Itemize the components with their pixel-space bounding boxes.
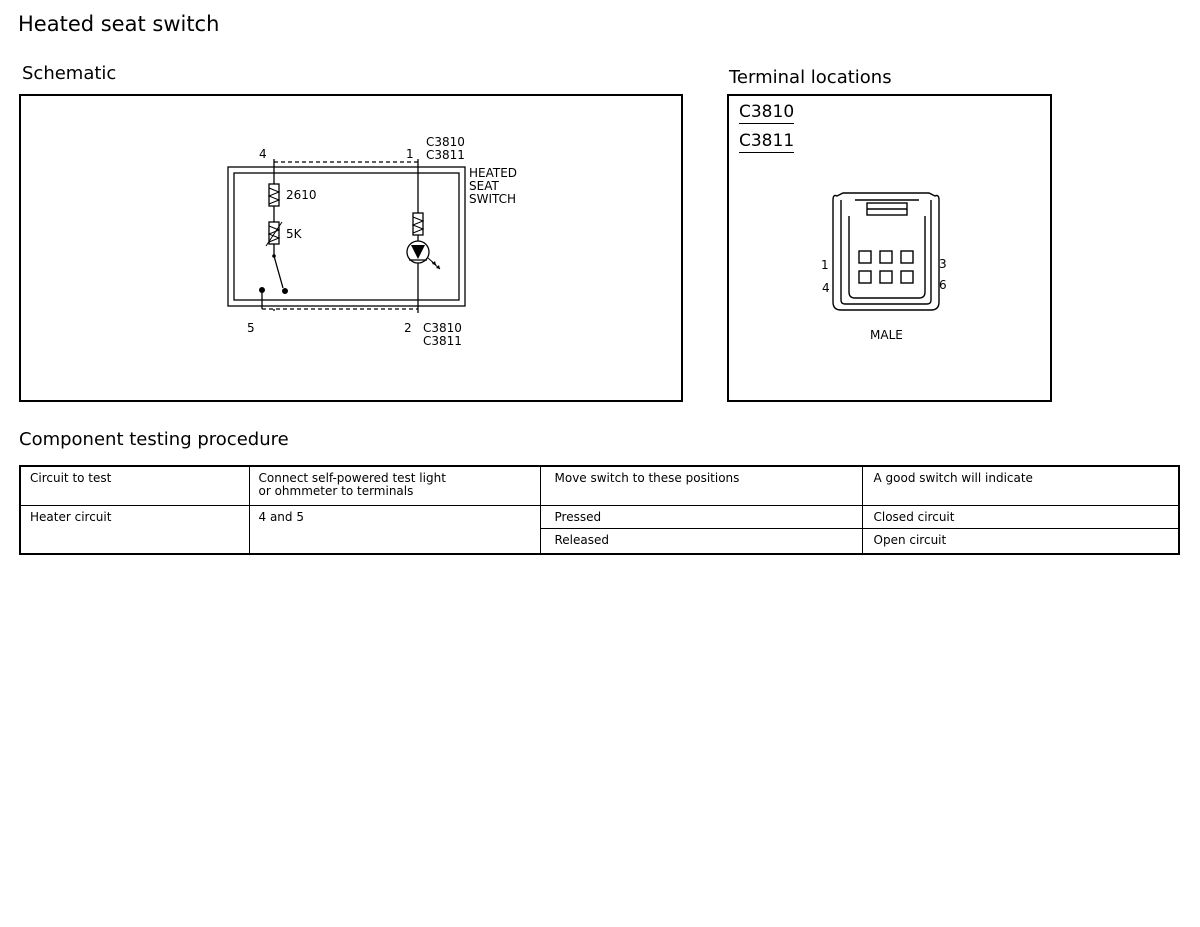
cell-circuit: Heater circuit [20, 506, 249, 555]
component-name-3: SWITCH [469, 192, 517, 206]
component-name-1: HEATED [469, 166, 518, 180]
pin-label-4: 4 [259, 147, 267, 161]
terminal-pin-1: 1 [821, 258, 829, 272]
pin-label-5: 5 [247, 321, 255, 335]
table-row [20, 506, 1179, 529]
pin-cavity-3 [901, 251, 913, 263]
pin-label-2: 2 [404, 321, 412, 335]
cell-indication-open: Open circuit [862, 529, 1179, 555]
connector-bottom-1: C3810 [423, 321, 462, 335]
connector-bottom-2: C3811 [423, 334, 462, 348]
pin-cavity-1 [859, 251, 871, 263]
terminal-5-dot [259, 287, 265, 293]
cell-position-released: Released [540, 529, 862, 555]
schematic-diagram [21, 96, 681, 400]
pin-cavity-5 [880, 271, 892, 283]
header-circuit: Circuit to test [20, 466, 249, 506]
terminal-pin-6: 6 [939, 278, 947, 292]
component-name-2: SEAT [469, 179, 499, 193]
switch-contact-dot [282, 288, 288, 294]
switch-pivot-dot [272, 254, 276, 258]
terminal-locations-title: Terminal locations [729, 67, 892, 88]
testing-table [19, 465, 1180, 555]
switch-blade [274, 256, 283, 288]
schematic-title: Schematic [22, 63, 117, 84]
header-positions: Move switch to these positions [540, 466, 862, 506]
pin-cavity-4 [859, 271, 871, 283]
connector-top-2: C3811 [426, 148, 465, 162]
terminal-locations-frame [727, 94, 1052, 402]
connector-label-c3810: C3810 [739, 102, 795, 122]
terminal-pin-3: 3 [939, 257, 947, 271]
resistor-2610-label: 2610 [286, 188, 317, 202]
terminal-pin-4: 4 [822, 281, 830, 295]
connector-label-c3811: C3811 [739, 131, 795, 151]
schematic-frame [19, 94, 683, 402]
resistor-5k-label: 5K [286, 227, 302, 241]
switch-housing-inner [234, 173, 459, 300]
pin-cavity-2 [880, 251, 892, 263]
component-testing-title: Component testing procedure [19, 429, 289, 450]
pin-cavity-6 [901, 271, 913, 283]
table-header-row [20, 466, 1179, 506]
cell-position-pressed: Pressed [540, 506, 862, 529]
switch-housing-outer [228, 167, 465, 306]
pin-label-1: 1 [406, 147, 414, 161]
page-title: Heated seat switch [18, 12, 220, 36]
led-triangle [411, 245, 425, 259]
cell-indication-closed: Closed circuit [862, 506, 1179, 529]
header-terminals: Connect self-powered test light or ohmmeter to terminals [249, 466, 540, 506]
cell-terminals: 4 and 5 [249, 506, 540, 555]
connector-gender-label: MALE [870, 328, 903, 342]
connector-face-diagram [729, 96, 1050, 400]
header-indication: A good switch will indicate [862, 466, 1179, 506]
connector-top-1: C3810 [426, 135, 465, 149]
